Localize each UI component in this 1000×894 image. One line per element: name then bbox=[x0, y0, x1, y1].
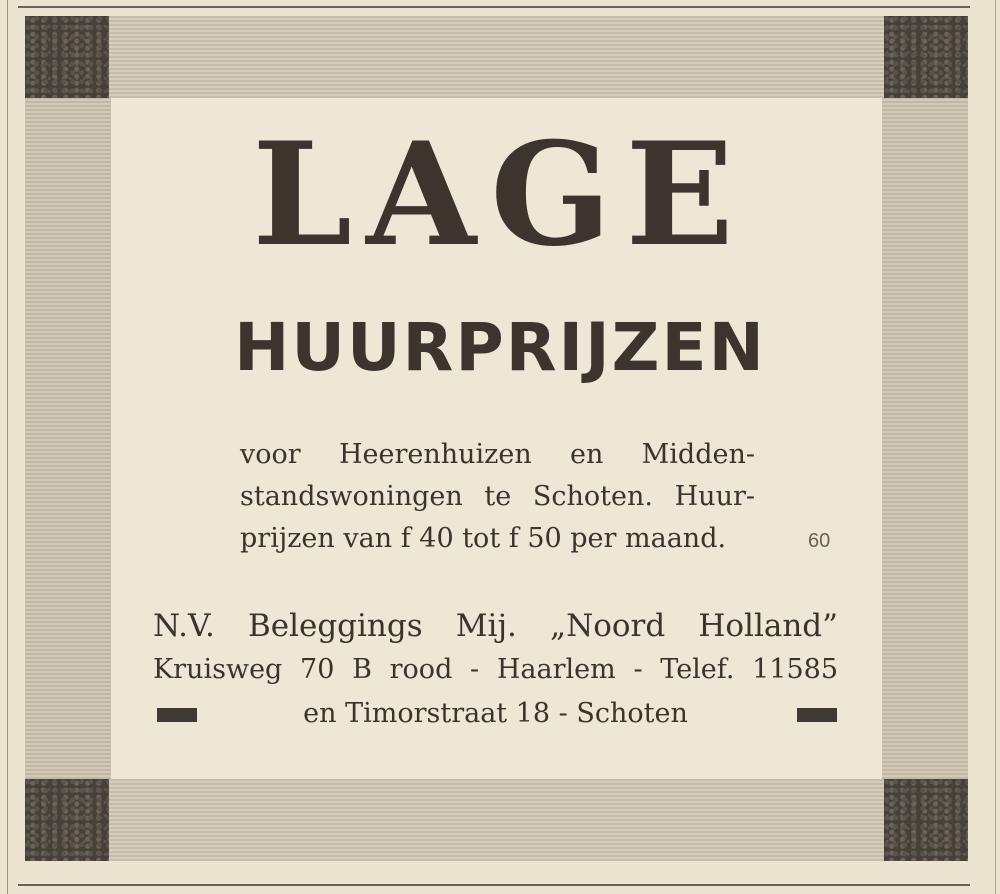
address-line-2: en Timorstraat 18 - Schoten bbox=[303, 698, 688, 729]
body-line: prijzen van f 40 tot f 50 per maand. bbox=[240, 523, 727, 554]
corner-ornament-top-right bbox=[884, 16, 968, 98]
top-rule bbox=[18, 6, 970, 8]
bottom-rule bbox=[18, 884, 970, 886]
body-line: voor Heerenhuizen en Midden- bbox=[240, 439, 755, 470]
corner-ornament-bottom-right bbox=[884, 779, 968, 861]
reference-number: 60 bbox=[808, 530, 831, 552]
headline: LAGE bbox=[252, 112, 748, 278]
border-band-bottom bbox=[25, 779, 968, 861]
company-name: N.V. Beleggings Mij. „Noord Holland” bbox=[153, 608, 838, 644]
body-paragraph bbox=[240, 434, 755, 560]
bullet-ornament-right bbox=[797, 708, 837, 722]
bullet-ornament-left bbox=[157, 708, 197, 722]
border-band-top bbox=[25, 16, 968, 98]
body-line: standswoningen te Schoten. Huur- bbox=[240, 481, 755, 512]
corner-ornament-top-left bbox=[25, 16, 109, 98]
address-line-1: Kruisweg 70 B rood - Haarlem - Telef. 11585 bbox=[153, 654, 838, 685]
subheadline: HUURPRIJZEN bbox=[234, 309, 766, 386]
corner-ornament-bottom-left bbox=[25, 779, 109, 861]
